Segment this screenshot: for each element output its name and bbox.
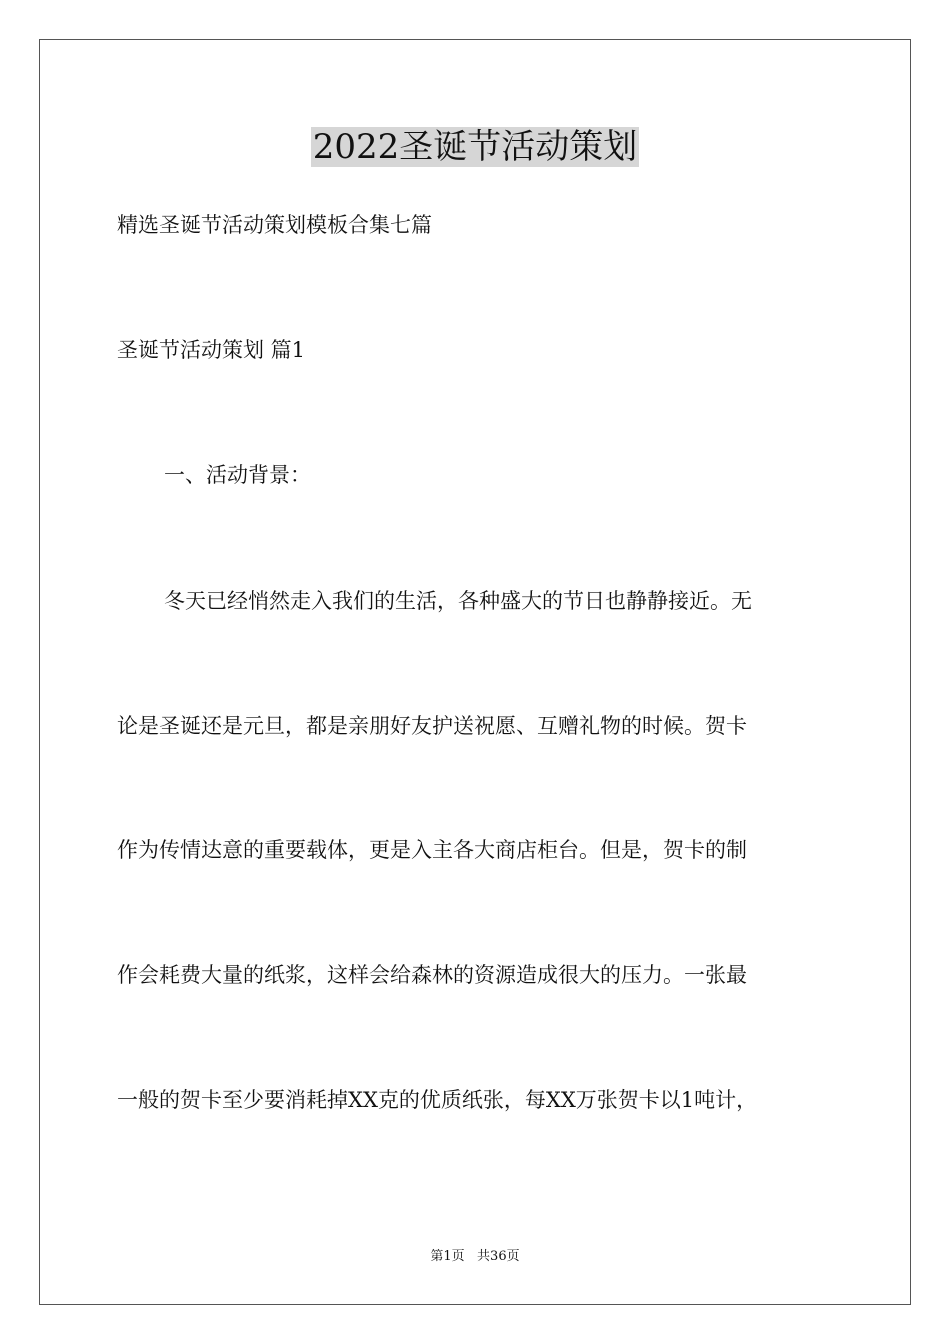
subsection-heading: 一、活动背景： xyxy=(164,463,311,487)
page-number-footer: 第1页 共36页 xyxy=(430,1249,520,1264)
section-heading: 圣诞节活动策划 篇1 xyxy=(117,338,306,362)
paragraph-line: 作为传情达意的重要载体，更是入主各大商店柜台。但是，贺卡的制 xyxy=(117,838,747,862)
document-subtitle: 精选圣诞节活动策划模板合集七篇 xyxy=(117,213,432,237)
paragraph-line: 论是圣诞还是元旦，都是亲朋好友护送祝愿、互赠礼物的时候。贺卡 xyxy=(117,714,747,738)
paragraph-line: 冬天已经悄然走入我们的生活，各种盛大的节日也静静接近。无 xyxy=(164,589,752,613)
document-title-text: 2022圣诞节活动策划 xyxy=(312,127,638,167)
paragraph-line: 一般的贺卡至少要消耗掉XX克的优质纸张，每XX万张贺卡以1吨计， xyxy=(117,1088,758,1112)
paragraph-line: 作会耗费大量的纸浆，这样会给森林的资源造成很大的压力。一张最 xyxy=(117,963,747,987)
document-title xyxy=(0,124,950,170)
